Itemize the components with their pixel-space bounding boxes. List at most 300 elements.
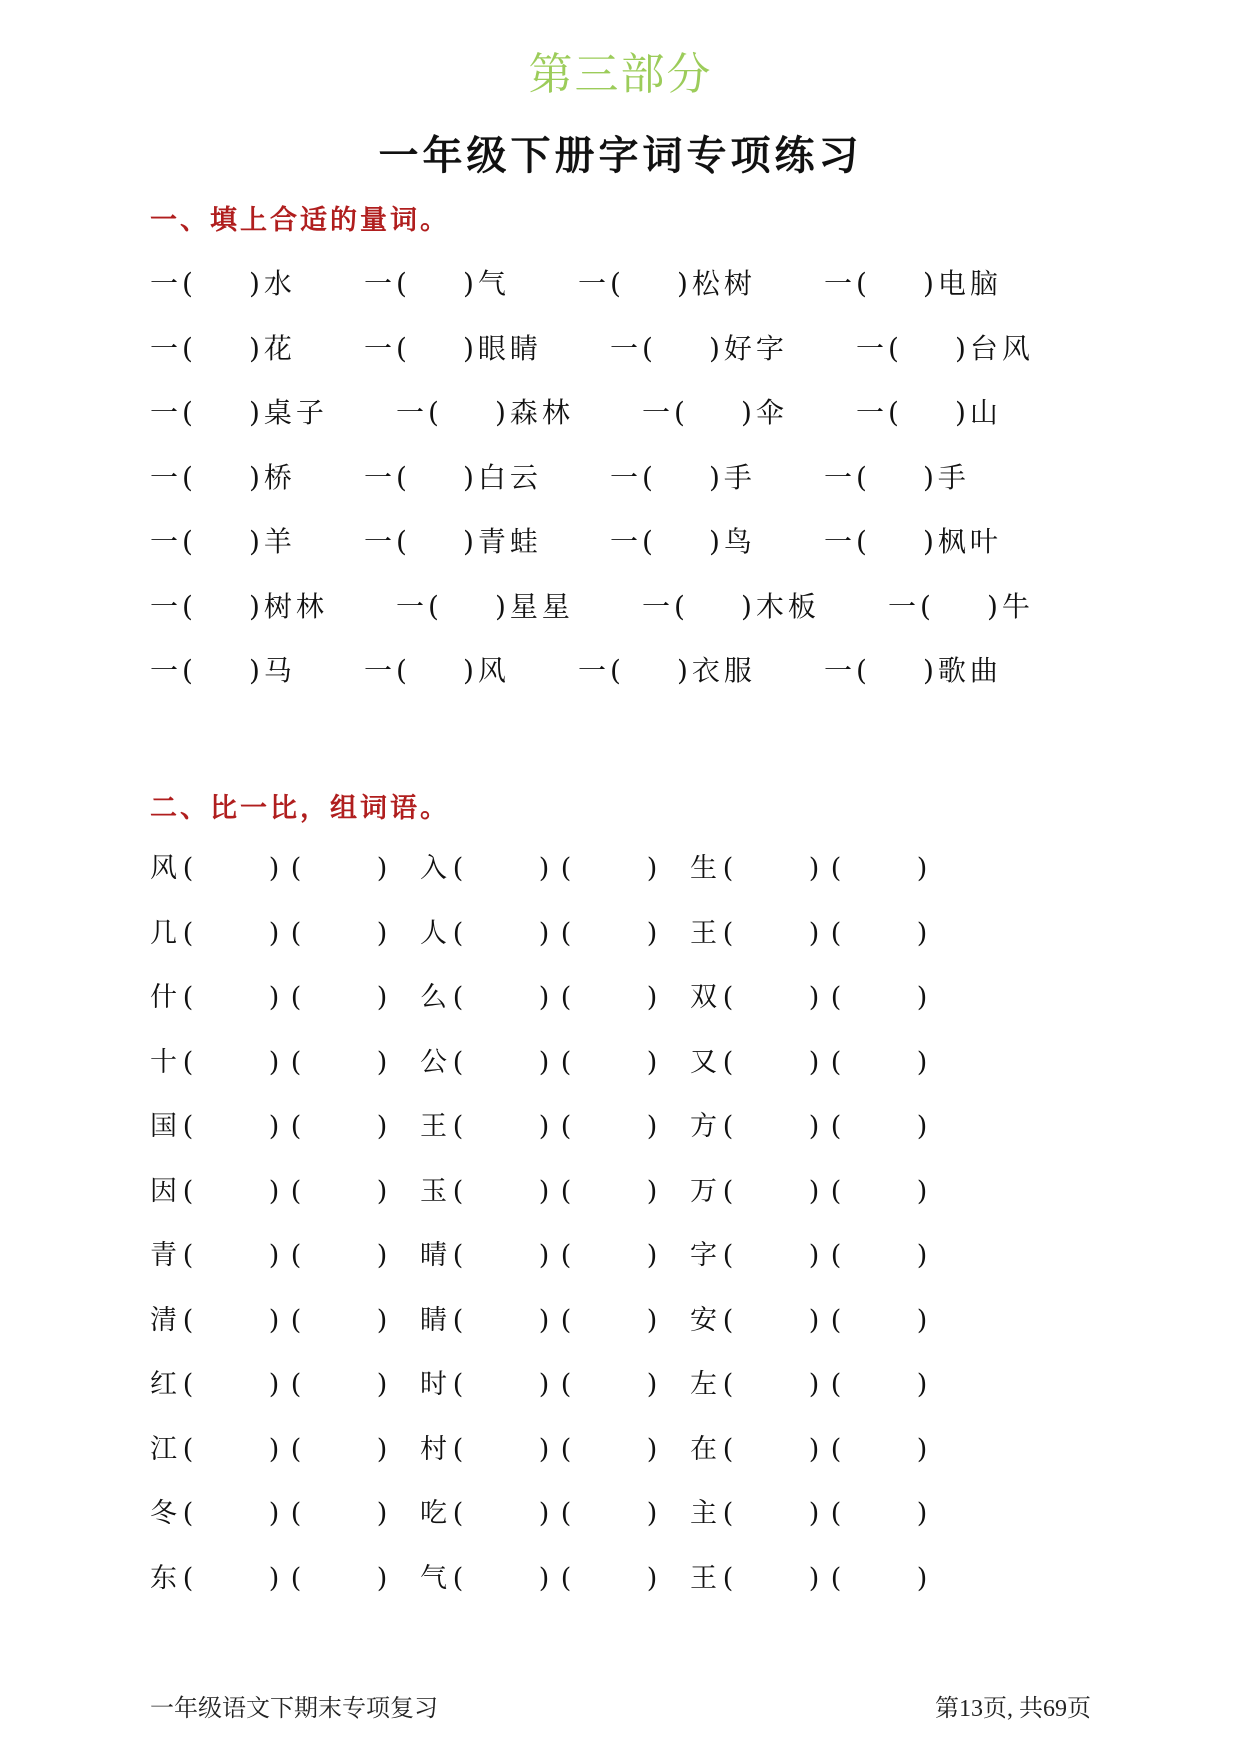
blank-open: ( — [452, 853, 464, 884]
blank-close: ) — [916, 1046, 928, 1078]
measure-word-item — [150, 262, 296, 302]
blank-open: ( — [560, 917, 572, 949]
blank-open: ( — [182, 1240, 194, 1271]
blank-open: 一( — [578, 267, 625, 300]
blank-open: ( — [290, 917, 302, 949]
compare-item — [420, 911, 663, 950]
document-title: 一年级下册字词专项练习 — [378, 132, 863, 179]
compare-item — [690, 1040, 933, 1079]
blank-close: ) — [462, 525, 478, 558]
base-character: 字 — [690, 1240, 717, 1271]
blank-close: ) — [268, 917, 280, 949]
measure-word-item — [364, 520, 542, 560]
compare-item — [150, 1104, 393, 1143]
blank-close: ) — [376, 982, 388, 1013]
blank-close: ) — [808, 1498, 820, 1529]
blank-open: ( — [560, 1562, 572, 1594]
blank-close: ) — [922, 267, 938, 300]
blank-close: ) — [248, 525, 264, 558]
measure-word-item — [824, 520, 1002, 560]
blank-open: ( — [722, 917, 734, 949]
measure-word-item — [578, 649, 756, 689]
blank-close: ) — [376, 1240, 388, 1271]
blank-close: ) — [462, 654, 478, 687]
blank-close: ) — [248, 460, 264, 494]
blank-open: 一( — [396, 396, 443, 429]
blank-open: 一( — [396, 589, 443, 623]
blank-open: ( — [722, 1562, 734, 1594]
blank-open: ( — [452, 1562, 464, 1594]
blank-close: ) — [646, 1433, 658, 1465]
base-character: 玉 — [420, 1175, 447, 1207]
blank-open: ( — [830, 1304, 842, 1336]
blank-close: ) — [376, 1046, 388, 1078]
noun-word: 森林 — [509, 396, 574, 429]
blank-close: ) — [808, 982, 820, 1013]
measure-word-item — [824, 649, 1002, 689]
blank-open: 一( — [150, 331, 197, 365]
blank-open: ( — [452, 1498, 464, 1529]
blank-open: ( — [182, 917, 194, 949]
compare-item — [150, 1169, 393, 1208]
blank-close: ) — [646, 1175, 658, 1207]
base-character: 王 — [690, 917, 717, 949]
noun-word: 鸟 — [723, 525, 756, 558]
blank-close: ) — [676, 267, 692, 300]
measure-word-item — [396, 391, 574, 431]
blank-close: ) — [646, 1240, 658, 1271]
base-character: 王 — [420, 1111, 447, 1142]
blank-open: ( — [182, 1304, 194, 1336]
measure-word-item — [364, 327, 542, 367]
blank-open: ( — [182, 853, 194, 884]
blank-open: ( — [830, 1369, 842, 1400]
base-character: 公 — [420, 1046, 447, 1078]
blank-close: ) — [916, 1111, 928, 1142]
blank-close: ) — [916, 853, 928, 884]
blank-open: ( — [830, 1498, 842, 1529]
compare-item — [690, 1427, 933, 1466]
base-character: 在 — [690, 1433, 717, 1465]
compare-item — [420, 1491, 663, 1530]
blank-close: ) — [808, 1304, 820, 1336]
blank-open: ( — [560, 1111, 572, 1142]
measure-word-item — [396, 585, 574, 625]
blank-close: ) — [268, 1433, 280, 1465]
blank-open: ( — [830, 1175, 842, 1207]
base-character: 青 — [150, 1240, 177, 1271]
noun-word: 马 — [263, 654, 296, 687]
blank-open: 一( — [642, 589, 689, 623]
compare-item — [690, 1169, 933, 1208]
blank-open: ( — [452, 982, 464, 1013]
measure-word-item — [642, 585, 820, 625]
noun-word: 山 — [969, 396, 1002, 429]
measure-word-item — [824, 262, 1002, 302]
compare-item — [690, 846, 933, 885]
blank-close: ) — [916, 917, 928, 949]
blank-close: ) — [248, 589, 264, 623]
compare-item — [690, 975, 933, 1014]
measure-word-item — [578, 262, 756, 302]
compare-item — [420, 1040, 663, 1079]
blank-close: ) — [708, 331, 724, 365]
blank-close: ) — [538, 1046, 550, 1078]
blank-open: ( — [560, 982, 572, 1013]
blank-close: ) — [646, 982, 658, 1013]
base-character: 清 — [150, 1304, 177, 1336]
blank-close: ) — [268, 1562, 280, 1594]
blank-close: ) — [268, 982, 280, 1013]
blank-close: ) — [376, 1562, 388, 1594]
blank-close: ) — [538, 982, 550, 1013]
section2-heading: 二、比一比，组词语。 — [150, 793, 450, 824]
blank-open: ( — [452, 1240, 464, 1271]
blank-open: ( — [830, 1562, 842, 1594]
blank-open: 一( — [150, 267, 197, 300]
blank-close: ) — [538, 1433, 550, 1465]
compare-item — [150, 1556, 393, 1595]
blank-open: ( — [722, 1175, 734, 1207]
blank-open: 一( — [150, 525, 197, 558]
blank-close: ) — [916, 982, 928, 1013]
blank-close: ) — [248, 654, 264, 687]
blank-open: 一( — [824, 654, 871, 687]
base-character: 东 — [150, 1562, 177, 1594]
measure-word-item — [150, 327, 296, 367]
section1-heading: 一、填上合适的量词。 — [150, 205, 450, 236]
blank-open: 一( — [364, 460, 411, 494]
blank-open: ( — [830, 982, 842, 1013]
blank-open: ( — [290, 1175, 302, 1207]
blank-open: ( — [722, 1046, 734, 1078]
blank-close: ) — [538, 1562, 550, 1594]
blank-open: ( — [182, 1111, 194, 1142]
blank-close: ) — [808, 1433, 820, 1465]
noun-word: 眼睛 — [477, 331, 542, 365]
noun-word: 青蛙 — [477, 525, 542, 558]
blank-close: ) — [708, 525, 724, 558]
compare-item — [690, 1362, 933, 1401]
compare-item — [150, 911, 393, 950]
base-character: 十 — [150, 1046, 177, 1078]
base-character: 左 — [690, 1369, 717, 1400]
blank-close: ) — [922, 654, 938, 687]
noun-word: 衣服 — [691, 654, 756, 687]
blank-open: ( — [830, 1111, 842, 1142]
compare-item — [150, 1362, 393, 1401]
blank-open: ( — [722, 853, 734, 884]
compare-item — [420, 1104, 663, 1143]
compare-item — [150, 1233, 393, 1272]
blank-close: ) — [646, 1046, 658, 1078]
blank-open: ( — [452, 917, 464, 949]
blank-close: ) — [376, 1369, 388, 1400]
base-character: 什 — [150, 982, 177, 1013]
blank-open: ( — [722, 1433, 734, 1465]
blank-open: 一( — [856, 396, 903, 429]
measure-word-item — [150, 585, 328, 625]
blank-open: 一( — [578, 654, 625, 687]
compare-item — [420, 846, 663, 885]
base-character: 几 — [150, 917, 177, 949]
blank-close: ) — [538, 1369, 550, 1400]
blank-close: ) — [916, 1498, 928, 1529]
blank-open: ( — [830, 1046, 842, 1078]
blank-open: ( — [290, 1433, 302, 1465]
base-character: 冬 — [150, 1498, 177, 1529]
blank-close: ) — [808, 1369, 820, 1400]
blank-open: 一( — [888, 589, 935, 623]
blank-open: 一( — [150, 654, 197, 687]
blank-open: 一( — [150, 589, 197, 623]
measure-word-item — [824, 456, 970, 496]
compare-item — [150, 1427, 393, 1466]
blank-close: ) — [916, 1175, 928, 1207]
blank-open: ( — [560, 1304, 572, 1336]
blank-close: ) — [808, 1175, 820, 1207]
blank-open: ( — [722, 1111, 734, 1142]
compare-item — [690, 1556, 933, 1595]
noun-word: 手 — [937, 460, 970, 494]
base-character: 睛 — [420, 1304, 447, 1336]
base-character: 万 — [690, 1175, 717, 1207]
base-character: 因 — [150, 1175, 177, 1207]
compare-item — [690, 911, 933, 950]
noun-word: 电脑 — [937, 267, 1002, 300]
blank-open: 一( — [642, 396, 689, 429]
blank-open: ( — [290, 1562, 302, 1594]
blank-open: 一( — [610, 525, 657, 558]
blank-open: ( — [722, 1304, 734, 1336]
noun-word: 白云 — [477, 460, 542, 494]
blank-close: ) — [646, 1498, 658, 1529]
blank-close: ) — [376, 1175, 388, 1207]
blank-open: 一( — [610, 460, 657, 494]
blank-open: ( — [452, 1304, 464, 1336]
compare-item — [690, 1233, 933, 1272]
blank-open: ( — [182, 1175, 194, 1207]
base-character: 王 — [690, 1562, 717, 1594]
blank-open: ( — [290, 1498, 302, 1529]
blank-open: ( — [722, 982, 734, 1013]
blank-close: ) — [538, 1304, 550, 1336]
noun-word: 歌曲 — [937, 654, 1002, 687]
measure-word-item — [150, 391, 328, 431]
compare-item — [420, 1556, 663, 1595]
base-character: 么 — [420, 982, 447, 1013]
noun-word: 手 — [723, 460, 756, 494]
blank-open: ( — [830, 853, 842, 884]
blank-open: 一( — [364, 525, 411, 558]
noun-word: 松树 — [691, 267, 756, 300]
blank-close: ) — [916, 1369, 928, 1400]
blank-close: ) — [676, 654, 692, 687]
blank-open: ( — [830, 1240, 842, 1271]
blank-close: ) — [922, 460, 938, 494]
noun-word: 伞 — [755, 396, 788, 429]
blank-close: ) — [538, 853, 550, 884]
blank-close: ) — [740, 396, 756, 429]
blank-close: ) — [916, 1304, 928, 1336]
blank-close: ) — [646, 917, 658, 949]
blank-close: ) — [462, 267, 478, 300]
blank-close: ) — [808, 1111, 820, 1142]
noun-word: 木板 — [755, 589, 820, 623]
blank-close: ) — [268, 1111, 280, 1142]
base-character: 时 — [420, 1369, 447, 1400]
noun-word: 气 — [477, 267, 510, 300]
blank-open: ( — [452, 1369, 464, 1400]
noun-word: 牛 — [1001, 589, 1034, 623]
blank-close: ) — [954, 396, 970, 429]
noun-word: 枫叶 — [937, 525, 1002, 558]
blank-open: ( — [452, 1175, 464, 1207]
blank-open: ( — [560, 1175, 572, 1207]
blank-close: ) — [916, 1562, 928, 1594]
base-character: 生 — [690, 853, 717, 884]
measure-word-item — [610, 520, 756, 560]
blank-close: ) — [376, 1304, 388, 1336]
part-title: 第三部分 — [528, 49, 713, 100]
blank-open: ( — [560, 1498, 572, 1529]
compare-item — [420, 1169, 663, 1208]
blank-open: ( — [830, 917, 842, 949]
blank-close: ) — [376, 917, 388, 949]
noun-word: 风 — [477, 654, 510, 687]
blank-open: ( — [290, 1111, 302, 1142]
blank-close: ) — [808, 917, 820, 949]
base-character: 村 — [420, 1433, 447, 1465]
blank-open: ( — [560, 1240, 572, 1271]
measure-word-item — [364, 456, 542, 496]
blank-open: 一( — [856, 331, 903, 365]
blank-open: ( — [182, 1369, 194, 1400]
base-character: 方 — [690, 1111, 717, 1142]
blank-close: ) — [808, 1562, 820, 1594]
blank-open: ( — [182, 1562, 194, 1594]
compare-item — [690, 1104, 933, 1143]
blank-open: ( — [290, 1240, 302, 1271]
blank-close: ) — [740, 589, 756, 623]
blank-open: 一( — [610, 331, 657, 365]
measure-word-item — [856, 391, 1002, 431]
compare-item — [420, 1233, 663, 1272]
blank-close: ) — [268, 1240, 280, 1271]
blank-open: ( — [830, 1433, 842, 1465]
measure-word-item — [150, 520, 296, 560]
compare-item — [150, 1491, 393, 1530]
compare-item — [420, 1298, 663, 1337]
blank-close: ) — [462, 460, 478, 494]
compare-item — [150, 1040, 393, 1079]
base-character: 红 — [150, 1369, 177, 1400]
blank-close: ) — [954, 331, 970, 365]
measure-word-item — [364, 262, 510, 302]
base-character: 国 — [150, 1111, 177, 1142]
base-character: 江 — [150, 1433, 177, 1465]
base-character: 气 — [420, 1562, 447, 1594]
footer-doc-name: 一年级语文下期末专项复习 — [150, 1694, 438, 1722]
blank-open: 一( — [824, 525, 871, 558]
measure-word-item — [364, 649, 510, 689]
blank-close: ) — [268, 1304, 280, 1336]
measure-word-item — [150, 649, 296, 689]
blank-close: ) — [538, 917, 550, 949]
blank-open: ( — [560, 1369, 572, 1400]
noun-word: 水 — [263, 267, 296, 300]
base-character: 晴 — [420, 1240, 447, 1271]
blank-close: ) — [248, 396, 264, 429]
noun-word: 好字 — [723, 331, 788, 365]
base-character: 主 — [690, 1498, 717, 1529]
blank-close: ) — [268, 1369, 280, 1400]
blank-open: ( — [182, 1046, 194, 1078]
blank-open: ( — [452, 1111, 464, 1142]
blank-close: ) — [646, 1304, 658, 1336]
compare-item — [690, 1491, 933, 1530]
blank-close: ) — [248, 331, 264, 365]
noun-word: 桌子 — [263, 396, 328, 429]
measure-word-item — [610, 456, 756, 496]
blank-open: ( — [560, 1046, 572, 1078]
blank-open: ( — [290, 1046, 302, 1078]
blank-close: ) — [538, 1498, 550, 1529]
blank-close: ) — [646, 1562, 658, 1594]
measure-word-item — [150, 456, 296, 496]
blank-close: ) — [808, 1240, 820, 1271]
blank-close: ) — [268, 1498, 280, 1529]
noun-word: 花 — [263, 331, 296, 365]
blank-close: ) — [922, 525, 938, 558]
base-character: 入 — [420, 853, 447, 884]
blank-open: 一( — [364, 654, 411, 687]
measure-word-item — [888, 585, 1034, 625]
blank-close: ) — [494, 396, 510, 429]
blank-open: ( — [290, 1369, 302, 1400]
base-character: 风 — [150, 853, 177, 884]
measure-word-item — [642, 391, 788, 431]
blank-close: ) — [248, 267, 264, 300]
blank-close: ) — [708, 460, 724, 494]
noun-word: 桥 — [263, 460, 296, 494]
blank-close: ) — [376, 1111, 388, 1142]
blank-close: ) — [916, 1433, 928, 1465]
blank-open: ( — [722, 1240, 734, 1271]
base-character: 又 — [690, 1046, 717, 1078]
blank-close: ) — [916, 1240, 928, 1271]
compare-item — [150, 975, 393, 1014]
base-character: 安 — [690, 1304, 717, 1336]
blank-close: ) — [268, 1175, 280, 1207]
measure-word-item — [610, 327, 788, 367]
blank-open: ( — [560, 853, 572, 884]
base-character: 人 — [420, 917, 447, 949]
footer-page-number: 第13页, 共69页 — [935, 1696, 1091, 1722]
blank-open: ( — [182, 982, 194, 1013]
blank-open: ( — [722, 1369, 734, 1400]
blank-open: 一( — [150, 460, 197, 494]
blank-close: ) — [646, 1369, 658, 1400]
blank-open: ( — [290, 982, 302, 1013]
blank-open: 一( — [364, 331, 411, 365]
blank-close: ) — [986, 589, 1002, 623]
blank-open: 一( — [150, 396, 197, 429]
blank-open: ( — [182, 1433, 194, 1465]
blank-close: ) — [646, 853, 658, 884]
blank-close: ) — [538, 1175, 550, 1207]
compare-item — [420, 1427, 663, 1466]
